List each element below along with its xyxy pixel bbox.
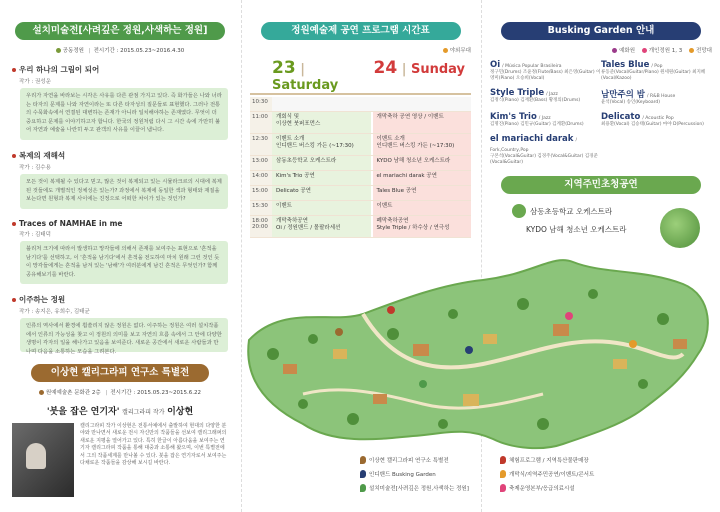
band-item (601, 88, 712, 106)
schedule-time: 12:30 (250, 134, 272, 155)
band-genre: / R&B House (647, 94, 676, 99)
schedule-sun: el mariachi darak 공연 (373, 171, 472, 185)
guest-1: 삼동초등학교 오케스트라 (530, 206, 613, 216)
place-dot-icon (56, 48, 61, 53)
schedule-time: 15:00 (250, 186, 272, 200)
pin-icon (500, 456, 506, 464)
work-title: Traces of NAMHAE in me (12, 219, 228, 228)
orchestra-illustration (660, 208, 700, 248)
pin-icon (500, 484, 506, 492)
schedule-sun: 폐막축하공연 Style Triple / 하수상 / 연극성 (373, 216, 472, 237)
place-dot-icon (39, 390, 44, 395)
band-item (490, 88, 601, 106)
schedule-sat: 이벤트 소개 인디밴드 버스킹 가든 (~17:30) (272, 134, 371, 155)
day-saturday: 23 | Saturday (272, 58, 339, 93)
pin-icon (360, 470, 366, 478)
pin-icon (360, 456, 366, 464)
band-name: Tales Blue (601, 60, 650, 70)
schedule-sat: Kim's Trio 공연 (272, 171, 371, 185)
band-members: 윤석(Vocal) 송인(Keyboard) (601, 100, 660, 105)
schedule-table (250, 97, 471, 238)
band-name: 남만주의 밤 (601, 90, 646, 100)
band-item (601, 112, 712, 128)
work-title: 복제의 재해석 (12, 150, 228, 161)
schedule-time: 13:00 (250, 156, 272, 170)
schedule-sat (272, 97, 372, 111)
band-item (490, 112, 601, 128)
band-name: Kim's Trio (490, 112, 537, 122)
band-genre: / Jazz (546, 92, 558, 97)
schedule-row (250, 156, 471, 171)
garden-map (243, 244, 715, 456)
schedule-row (250, 201, 471, 216)
schedule-sat: 삼동초등학교 오케스트라 (272, 156, 371, 170)
work-desc: 인류의 역사에서 환경에 휩쓸리지 않은 정원은 없다. 이주하는 정원은 여러 설치작품에서 인류의 가능성을 찾고 이 정원의 의미를 보고 자연의 흐름 속에서 그 안에 다양한 생명이 각자의 일을 해나가고 있음을 보여준다. 새로운 공간에서 새로운 사람들과 만나며 다음을 소통하는 모습을 그려본다. (20, 318, 228, 352)
pin-icon (500, 470, 506, 478)
exhibit-meta: 원예예술촌 문화관 2층 | 전시기간 : 2015.05.23~2015.6.22 (12, 388, 228, 396)
work-item (12, 64, 228, 140)
work-item (12, 294, 228, 355)
band-name: el mariachi darak (490, 134, 574, 144)
work-artist: 작가 : 권성운 (19, 79, 51, 85)
band-name: Oi (490, 60, 501, 70)
band-list (490, 60, 712, 172)
work-desc: 우리가 자연을 바라보는 시각은 사유를 다른 관점 가지고 있다. 즉 화가들은 나와 너라는 타자의 문제를 나와 자연이라는 또 다른 타자성의 질문들로 표현했다. 그러나 전통의 수묵화속에서 연결된 대변하는 존재가 아니라 일치해야하는 존재였다. 무엇이 더 중요하고 문제를 이야기하고자 합니다. 한국의 정원처럼 다시 그 시간 속에 가만히 불어 자연과 예술을 나란히 두고 관객의 사유를 이끌어 냅니다. (20, 88, 228, 140)
schedule-sun: KYDO 남해 청소년 오케스트라 (373, 156, 472, 170)
band-name: Delicato (601, 112, 641, 122)
day-sunday: 24 | Sunday (373, 58, 466, 78)
schedule-time: 18:00 20:00 (250, 216, 272, 237)
map-legend: 이상현 캘리그라피 연구소 특별전 인디밴드 Busking Garden 설치미술전[사려깊은 정원,사색하는 정원] 체험프로그램 / 지역특산물판매장 개막식/지역주민공연/이벤트/콘서트 축제운영본부/응급의료시설 (360, 456, 700, 506)
work-artist: 작가 : 김수용 (19, 165, 51, 171)
band-genre: / Pop (651, 64, 663, 69)
work-desc: 블리처 크기에 따라서 발생하고 망각들에 의해서 존재를 보여주는 표현으로 '흔적을 남기다'를 선택하고, 이 '흔적을 남기다'에서 흔적을 전도하여 마치 원래 그런 것인 듯이 망각들에게는 흔적을 남겨 있는 '남해'가 여러분에게 남긴 흔적은 무엇인가? 함께 공유해보기를 바란다. (20, 241, 228, 284)
pin-icon (360, 484, 366, 492)
exhibit-desc: 캘리그라피 작가 이상현은 전통서예에서 출발하여 현대의 다양한 분야와 만나면서 새로운 전시 자신만의 작품들을 선보여 캘리그래퍼의 새로운 지평을 열어가고 있다. 특히 한글이 아름다움을 보여주는 연기자 캘리그라피 작품을 통해 대중과 소통해 왔으며, 이번 특별전에서 그의 작품세계를 만나볼 수 있다. 붓을 잡은 연기자로서 보여주는 다채로운 작품들을 감상해 보시길 바란다. (80, 423, 227, 467)
guest-2: KYDO 남해 청소년 오케스트라 (526, 225, 627, 234)
band-genre: / Acoustic Pop (642, 116, 674, 121)
schedule-row (250, 97, 471, 112)
schedule-row (250, 186, 471, 201)
map-land (248, 260, 708, 448)
installation-title: 설치미술전[사려깊은 정원,사색하는 정원] (15, 22, 225, 40)
panel-installation (0, 0, 238, 512)
venue-legend: 야외무대 (443, 48, 471, 54)
band-genre: / Jazz (538, 116, 551, 121)
work-artist: 작가 : 김태덕 (19, 232, 51, 238)
schedule-sun (372, 97, 472, 111)
busking-legend: 예화원 개인정원 1, 3 전망대 (490, 46, 712, 54)
busking-title: Busking Garden 안내 (501, 22, 701, 40)
schedule-row (250, 134, 471, 156)
band-name: Style Triple (490, 88, 545, 98)
schedule-time: 11:00 (250, 112, 272, 133)
schedule-title: 정원예술제 공연 프로그램 시간표 (261, 22, 461, 40)
schedule-sun: Tales Blue 공연 (373, 186, 472, 200)
exhibit-title: 이상현 캘리그라피 연구소 특별전 (31, 364, 209, 382)
work-item (12, 150, 228, 209)
band-members: 김정식(Piano) 김재환(Bass) 황정의(Drums) (490, 98, 581, 103)
schedule-row (250, 216, 471, 238)
orchestra-icon (512, 204, 526, 218)
schedule-sun: 이벤트 (373, 201, 472, 215)
band-members: 최용환(Vocal) 김승태(Guitar) 마야 D(Percussion) (601, 122, 704, 127)
schedule-sat: 이벤트 (272, 201, 371, 215)
band-members: 정구민(Drums) 조윤정(Flute/Bass) 최은영(Guitar) 이영미(Piano) 오승희(Vocal) (490, 70, 601, 81)
band-members: 김명진(Piano) 김민규(Guitar) 김계환(Drums) (490, 122, 584, 127)
band-genre: / Música Popular Brasileira (502, 64, 562, 69)
work-title: 우리 하나의 그림이 되어 (12, 64, 228, 75)
schedule-sat: 개회식 및 이상현 붓퍼포먼스 (272, 112, 371, 133)
band-item (490, 134, 601, 166)
schedule-sat: Delicato 공연 (272, 186, 371, 200)
schedule-row (250, 112, 471, 134)
work-title: 이주하는 정원 (12, 294, 228, 305)
installation-meta: 공동정원 | 전시기간 : 2015.05.23~2016.4.30 (12, 46, 228, 54)
schedule-time: 10:30 (250, 97, 272, 111)
band-members: 류동준(Vocal/Guitar/Piano) 원세원(Guitar) 최지혜(Vocal/Kazoo) (601, 70, 706, 81)
guest-title: 지역주민초청공연 (501, 176, 701, 194)
schedule-sun: 개막축하 공연 영상 / 이벤트 (373, 112, 472, 133)
exhibit-subtitle: '붓을 잡은 연기자' 캘리그라피 작가 이상현 (46, 407, 194, 417)
schedule-row (250, 171, 471, 186)
band-genre: / Fork,Country,Pop (490, 138, 577, 153)
schedule-time: 15:30 (250, 201, 272, 215)
work-artist: 작가 : 송지은, 유희수, 김태균 (19, 309, 90, 315)
band-members: 구본석(Vocal&Guitar) 김경주(Vocal&Guitar) 김경준(Vocal&Guitar) (490, 154, 598, 165)
artist-photo (12, 423, 74, 497)
work-item (12, 219, 228, 284)
schedule-sun: 이벤트 소개 인디밴드 버스킹 가든 (~17:30) (373, 134, 472, 155)
schedule-time: 14:00 (250, 171, 272, 185)
work-desc: 모든 것이 복제될 수 있다고 믿고, 많은 것이 복제되고 있는 시뮬라크르의 시대에 복제된 것들에도 개별적인 정체성은 있는가? 과정에서 복제에 동일한 색과 형태와 재질을 보는다면 원형과 복제 사이에는 진정으로 어떠한 차이가 있는 것인가? (20, 174, 228, 209)
band-item (490, 60, 601, 82)
schedule-sat: 개막축하공연 Oi / 정원밴드 / 몰팔라세션 (272, 216, 371, 237)
band-item (601, 60, 712, 82)
